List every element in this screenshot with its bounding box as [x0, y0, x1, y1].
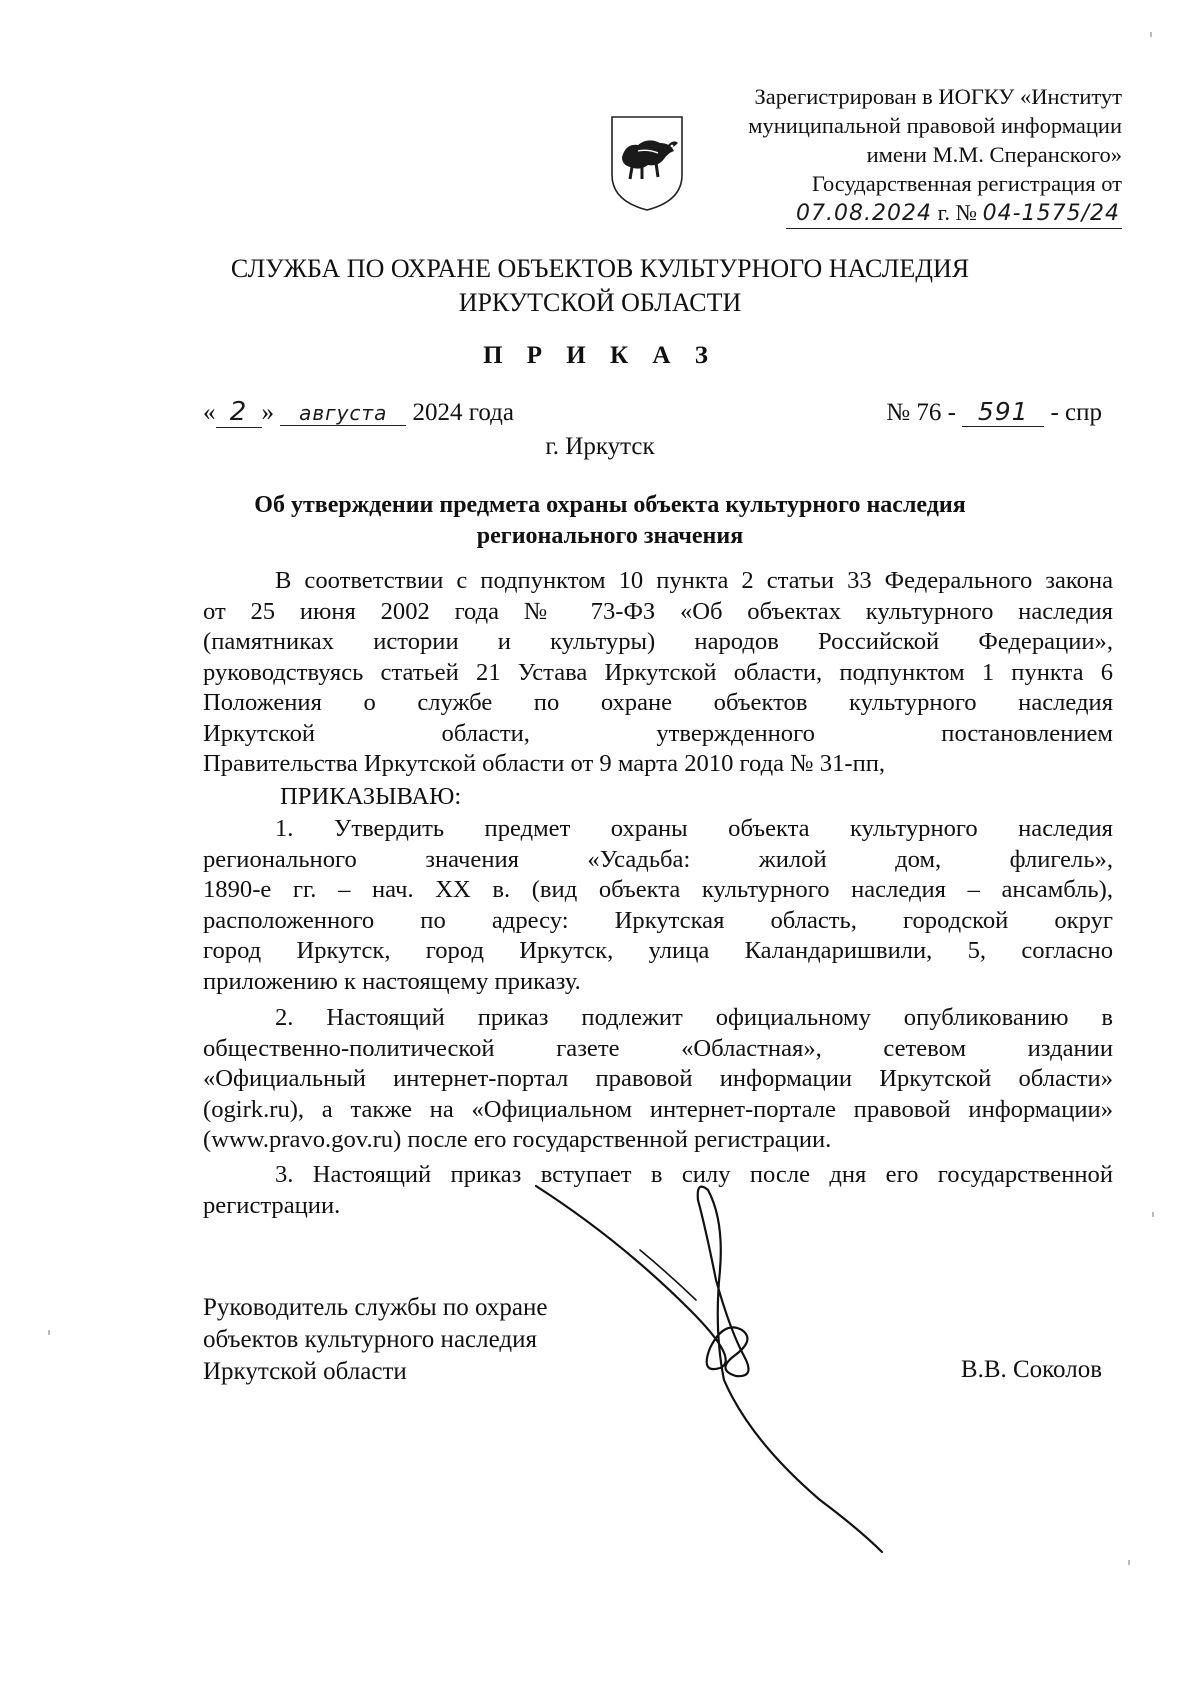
order-item-1 — [203, 814, 1113, 997]
organization-name-line-2: ИРКУТСКОЙ ОБЛАСТИ — [458, 288, 742, 317]
handwritten-signature-icon — [520, 1180, 940, 1560]
order-number-suffix: - спр — [1050, 399, 1102, 426]
signatory-name: В.В. Соколов — [960, 1356, 1102, 1383]
order-city: г. Иркутск — [545, 433, 655, 460]
decree-word: ПРИКАЗЫВАЮ: — [280, 783, 462, 810]
preamble-line: от 25 июня 2002 года № 73-ФЗ «Об объектах культурного наследия — [203, 597, 1113, 625]
item-line: (www.pravo.gov.ru) после его государственной регистрации. — [203, 1126, 832, 1153]
item-line: расположенного по адресу: Иркутская область, городской округ — [203, 906, 1113, 934]
order-date — [203, 397, 514, 428]
item-line: общественно-политической газете «Областная», сетевом издании — [203, 1034, 1113, 1062]
order-day: 2 — [216, 397, 262, 428]
item-line: (ogirk.ru), а также на «Официальном интернет-портале правовой информации» — [203, 1095, 1113, 1123]
item-line: город Иркутск, город Иркутск, улица Каландаришвили, 5, согласно — [203, 937, 1113, 964]
scan-speck — [1128, 1560, 1130, 1565]
item-line: регистрации. — [203, 1191, 341, 1219]
irkutsk-coat-of-arms-icon — [608, 113, 686, 213]
organization-name-line-1: СЛУЖБА ПО ОХРАНЕ ОБЪЕКТОВ КУЛЬТУРНОГО НАСЛЕДИЯ — [230, 254, 970, 283]
order-number-value: 591 — [962, 397, 1044, 427]
registration-stamp — [702, 82, 1122, 229]
registration-line-1: Зарегистрирован в ИОГКУ «Институт — [754, 84, 1122, 109]
date-quote-open: « — [203, 399, 216, 426]
preamble-line: В соответствии с подпунктом 10 пункта 2 статьи 33 Федерального закона — [275, 567, 1113, 594]
registration-line-3: имени М.М. Сперанского» — [866, 142, 1122, 167]
preamble-line: (памятниках истории и культуры) народов Российской Федерации», — [203, 628, 1113, 655]
item-line: «Официальный интернет-портал правовой информации Иркутской области» — [203, 1065, 1113, 1092]
preamble-paragraph — [203, 566, 1113, 780]
scan-speck — [48, 1330, 50, 1335]
signatory-position — [203, 1292, 547, 1388]
preamble-line: руководствуясь статьей 21 Устава Иркутской области, подпунктом 1 пункта 6 — [203, 658, 1113, 686]
registration-number: 04-1575/24 — [982, 201, 1120, 226]
title-line-1: Об утверждении предмета охраны объекта культурного наследия — [254, 492, 966, 518]
item-line: приложению к настоящему приказу. — [203, 967, 581, 995]
position-line-3: Иркутской области — [203, 1358, 407, 1385]
preamble-line: Правительства Иркутской области от 9 марта 2010 года № 31-пп, — [203, 750, 886, 777]
registration-year-suffix: г. № — [937, 200, 978, 225]
order-item-2 — [203, 1003, 1113, 1156]
title-line-2: регионального значения — [476, 523, 744, 549]
registration-line-5 — [702, 198, 1122, 229]
order-number-prefix: № 76 - — [886, 399, 956, 426]
order-number — [886, 397, 1102, 427]
item-line: 1890-е гг. – нач. XX в. (вид объекта культурного наследия – ансамбль), — [203, 876, 1113, 903]
document-title — [150, 490, 1070, 552]
order-month: августа — [280, 401, 406, 426]
preamble-line: Положения о службе по охране объектов культурного наследия — [203, 689, 1113, 716]
position-line-2: объектов культурного наследия — [203, 1326, 537, 1353]
item-line: 1. Утвердить предмет охраны объекта культурного наследия — [275, 815, 1113, 842]
order-year: 2024 года — [412, 399, 514, 426]
registration-date-underline — [786, 198, 1122, 229]
scan-speck — [1152, 1212, 1154, 1217]
document-type: П Р И К А З — [483, 342, 717, 369]
scan-speck — [1150, 32, 1152, 37]
registration-line-2: муниципальной правовой информации — [748, 113, 1122, 138]
registration-date: 07.08.2024 — [796, 201, 932, 226]
date-quote-close: » — [261, 399, 274, 426]
item-line: регионального значения «Усадьба: жилой дом, флигель», — [203, 845, 1113, 873]
preamble-line: Иркутской области, утвержденного постановлением — [203, 719, 1113, 747]
item-line: 2. Настоящий приказ подлежит официальному опубликованию в — [275, 1004, 1113, 1031]
position-line-1: Руководитель службы по охране — [203, 1294, 548, 1321]
item-line: 3. Настоящий приказ вступает в силу после дня его государственной — [275, 1161, 1113, 1188]
registration-line-4: Государственная регистрация от — [811, 171, 1122, 196]
